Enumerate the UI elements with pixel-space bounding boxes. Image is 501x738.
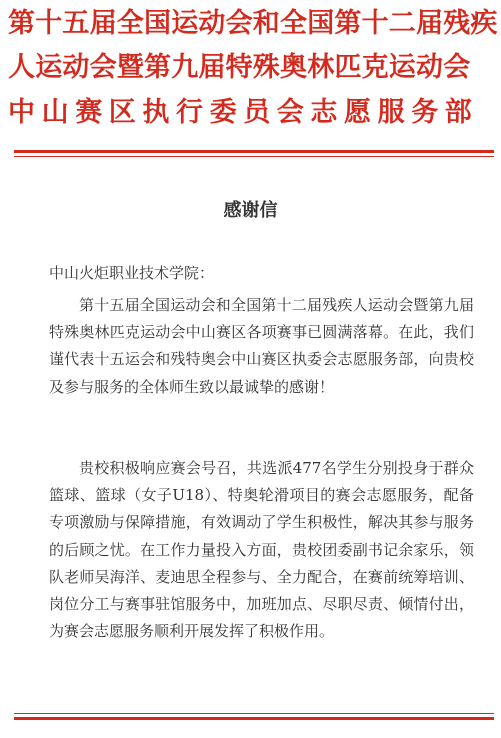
salutation: 中山火炬职业技术学院： [49, 264, 215, 282]
footer-rule-thick [14, 717, 494, 720]
header-rule-thick [14, 150, 494, 153]
document-title: 感谢信 [223, 200, 278, 221]
footer-rule-thin [14, 713, 494, 714]
body-paragraph-1: 第十五届全国运动会和全国第十二届残疾人运动会暨第九届特殊奥林匹克运动会中山赛区各项赛事已圆满落幕。在此，我们谨代表十五运会和残特奥会中山赛区执委会志愿服务部，向贵校及参与服务的全体师生致以最诚挚的感谢！ [49, 296, 474, 396]
header-rule-thin [14, 156, 494, 157]
letterhead-line-3: 中山赛区执行委员会志愿服务部 [8, 97, 479, 128]
body-paragraph-2: 贵校积极响应赛会号召，共选派477名学生分别投身于群众篮球、篮球（女子U18）、特奥轮滑项目的赛会志愿服务，配备专项激励与保障措施，有效调动了学生积极性，解决其参与服务的后顾之忧。在工作力量投入方面，贵校团委副书记余家乐，领队老师吴海洋、麦迪思全程参与、全力配合，在赛前统筹培训、岗位分工与赛事驻馆服务中，加班加点、尽职尽责、倾情付出，为赛会志愿服务顺利开展发挥了积极作用。 [49, 459, 474, 641]
letterhead-line-2: 人运动会暨第九届特殊奥林匹克运动会 [8, 52, 471, 83]
letterhead-line-1: 第十五届全国运动会和全国第十二届残疾 [8, 8, 498, 39]
